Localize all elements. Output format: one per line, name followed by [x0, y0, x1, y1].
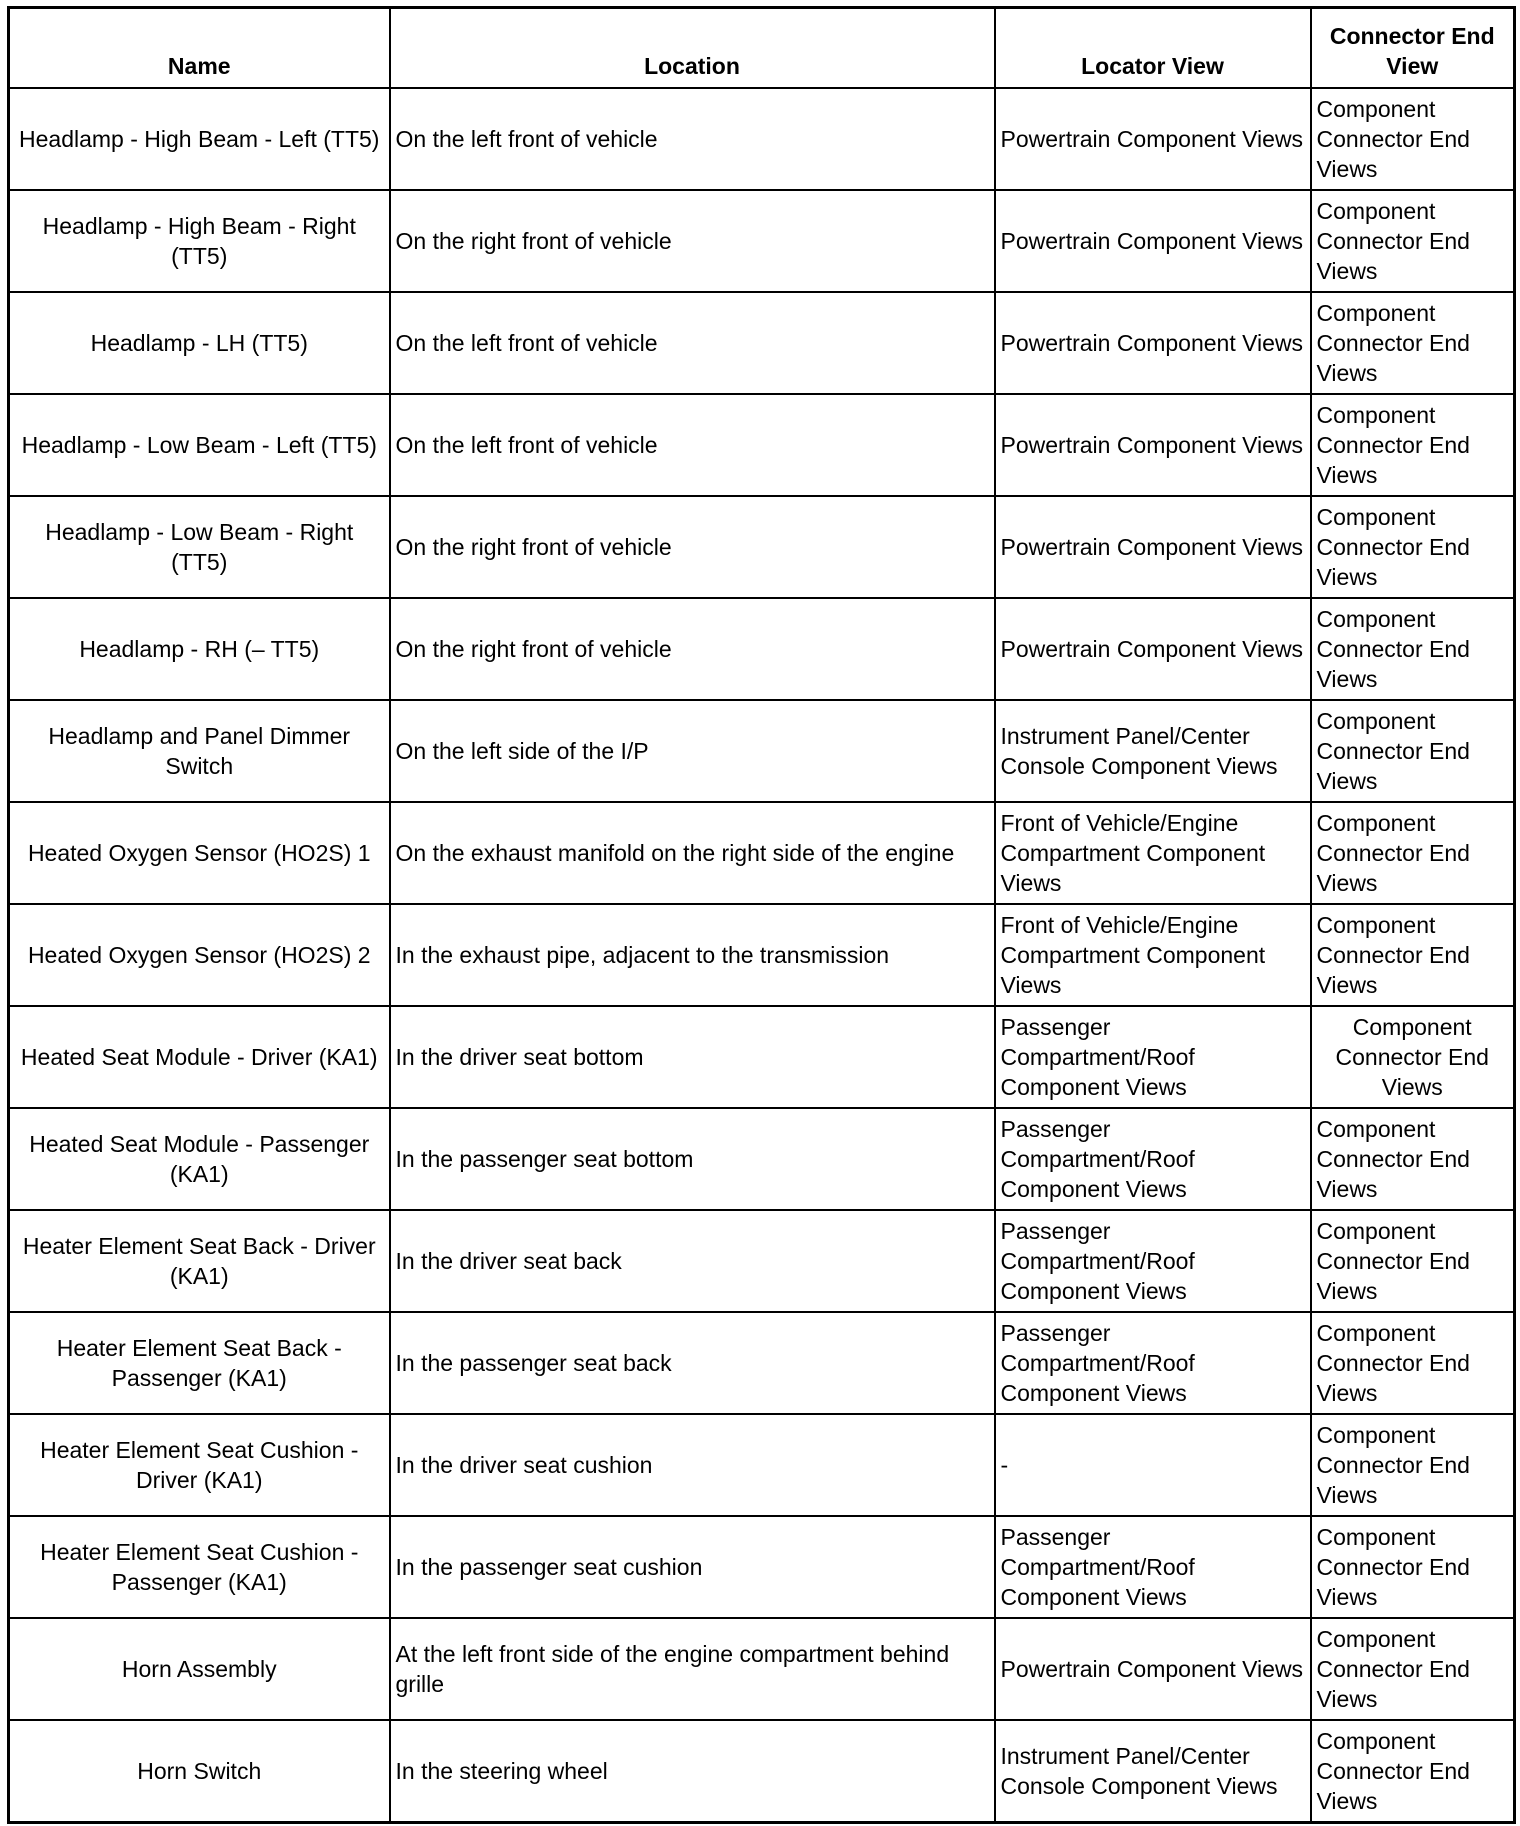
locator-view-cell: Powertrain Component Views: [995, 88, 1311, 190]
connector-end-view-cell: Component Connector End Views: [1311, 1720, 1515, 1823]
name-cell: Heater Element Seat Cushion - Driver (KA1): [9, 1414, 390, 1516]
connector-end-view-cell: Component Connector End Views: [1311, 394, 1515, 496]
location-cell: On the left side of the I/P: [390, 700, 995, 802]
locator-view-cell: Passenger Compartment/Roof Component Views: [995, 1312, 1311, 1414]
name-cell: Headlamp - Low Beam - Right (TT5): [9, 496, 390, 598]
header-row: [9, 8, 1515, 89]
name-cell: Heater Element Seat Back - Driver (KA1): [9, 1210, 390, 1312]
connector-end-view-cell: Component Connector End Views: [1311, 1006, 1515, 1108]
locator-view-cell: Passenger Compartment/Roof Component Views: [995, 1108, 1311, 1210]
location-cell: In the passenger seat cushion: [390, 1516, 995, 1618]
connector-end-view-cell: Component Connector End Views: [1311, 1210, 1515, 1312]
locator-view-cell: Front of Vehicle/Engine Compartment Component Views: [995, 904, 1311, 1006]
connector-end-view-cell: Component Connector End Views: [1311, 1414, 1515, 1516]
locator-view-cell: Powertrain Component Views: [995, 292, 1311, 394]
table-row: [9, 292, 1515, 394]
locator-view-cell: Powertrain Component Views: [995, 496, 1311, 598]
table-row: [9, 904, 1515, 1006]
name-cell: Heated Seat Module - Driver (KA1): [9, 1006, 390, 1108]
table-row: [9, 88, 1515, 190]
header-location: Location: [390, 8, 995, 89]
component-locator-table: [7, 6, 1516, 1824]
location-cell: In the passenger seat bottom: [390, 1108, 995, 1210]
locator-view-cell: Passenger Compartment/Roof Component Views: [995, 1516, 1311, 1618]
connector-end-view-cell: Component Connector End Views: [1311, 1618, 1515, 1720]
table-row: [9, 1516, 1515, 1618]
location-cell: On the right front of vehicle: [390, 598, 995, 700]
name-cell: Horn Assembly: [9, 1618, 390, 1720]
location-cell: On the left front of vehicle: [390, 394, 995, 496]
location-cell: On the right front of vehicle: [390, 190, 995, 292]
locator-view-cell: Powertrain Component Views: [995, 394, 1311, 496]
connector-end-view-cell: Component Connector End Views: [1311, 802, 1515, 904]
table-row: [9, 802, 1515, 904]
name-cell: Headlamp and Panel Dimmer Switch: [9, 700, 390, 802]
connector-end-view-cell: Component Connector End Views: [1311, 496, 1515, 598]
table-row: [9, 700, 1515, 802]
connector-end-view-cell: Component Connector End Views: [1311, 700, 1515, 802]
location-cell: In the steering wheel: [390, 1720, 995, 1823]
connector-end-view-cell: Component Connector End Views: [1311, 1516, 1515, 1618]
name-cell: Headlamp - Low Beam - Left (TT5): [9, 394, 390, 496]
locator-view-cell: Powertrain Component Views: [995, 1618, 1311, 1720]
name-cell: Horn Switch: [9, 1720, 390, 1823]
header-connector-end-view: Connector End View: [1311, 8, 1515, 89]
header-locator-view: Locator View: [995, 8, 1311, 89]
location-cell: On the exhaust manifold on the right side of the engine: [390, 802, 995, 904]
name-cell: Headlamp - RH (– TT5): [9, 598, 390, 700]
table-row: [9, 190, 1515, 292]
table-row: [9, 1312, 1515, 1414]
location-cell: In the driver seat bottom: [390, 1006, 995, 1108]
locator-view-cell: Front of Vehicle/Engine Compartment Component Views: [995, 802, 1311, 904]
locator-view-cell: Powertrain Component Views: [995, 598, 1311, 700]
name-cell: Heated Oxygen Sensor (HO2S) 1: [9, 802, 390, 904]
table-row: [9, 1006, 1515, 1108]
connector-end-view-cell: Component Connector End Views: [1311, 88, 1515, 190]
name-cell: Heater Element Seat Cushion - Passenger (KA1): [9, 1516, 390, 1618]
locator-view-cell: -: [995, 1414, 1311, 1516]
locator-view-cell: Instrument Panel/Center Console Component Views: [995, 1720, 1311, 1823]
location-cell: In the passenger seat back: [390, 1312, 995, 1414]
table-row: [9, 1210, 1515, 1312]
name-cell: Heated Seat Module - Passenger (KA1): [9, 1108, 390, 1210]
location-cell: In the driver seat cushion: [390, 1414, 995, 1516]
locator-view-cell: Passenger Compartment/Roof Component Views: [995, 1006, 1311, 1108]
name-cell: Headlamp - High Beam - Right (TT5): [9, 190, 390, 292]
locator-view-cell: Powertrain Component Views: [995, 190, 1311, 292]
table-row: [9, 598, 1515, 700]
location-cell: On the left front of vehicle: [390, 88, 995, 190]
locator-view-cell: Passenger Compartment/Roof Component Views: [995, 1210, 1311, 1312]
connector-end-view-cell: Component Connector End Views: [1311, 190, 1515, 292]
location-cell: On the right front of vehicle: [390, 496, 995, 598]
name-cell: Heater Element Seat Back - Passenger (KA1): [9, 1312, 390, 1414]
name-cell: Heated Oxygen Sensor (HO2S) 2: [9, 904, 390, 1006]
locator-view-cell: Instrument Panel/Center Console Component Views: [995, 700, 1311, 802]
header-name: Name: [9, 8, 390, 89]
table-row: [9, 1108, 1515, 1210]
location-cell: On the left front of vehicle: [390, 292, 995, 394]
table-row: [9, 1720, 1515, 1823]
name-cell: Headlamp - High Beam - Left (TT5): [9, 88, 390, 190]
location-cell: In the exhaust pipe, adjacent to the transmission: [390, 904, 995, 1006]
connector-end-view-cell: Component Connector End Views: [1311, 1312, 1515, 1414]
connector-end-view-cell: Component Connector End Views: [1311, 904, 1515, 1006]
name-cell: Headlamp - LH (TT5): [9, 292, 390, 394]
location-cell: In the driver seat back: [390, 1210, 995, 1312]
connector-end-view-cell: Component Connector End Views: [1311, 598, 1515, 700]
table-row: [9, 1618, 1515, 1720]
connector-end-view-cell: Component Connector End Views: [1311, 1108, 1515, 1210]
connector-end-view-cell: Component Connector End Views: [1311, 292, 1515, 394]
table-row: [9, 1414, 1515, 1516]
table-row: [9, 496, 1515, 598]
location-cell: At the left front side of the engine compartment behind grille: [390, 1618, 995, 1720]
table-row: [9, 394, 1515, 496]
